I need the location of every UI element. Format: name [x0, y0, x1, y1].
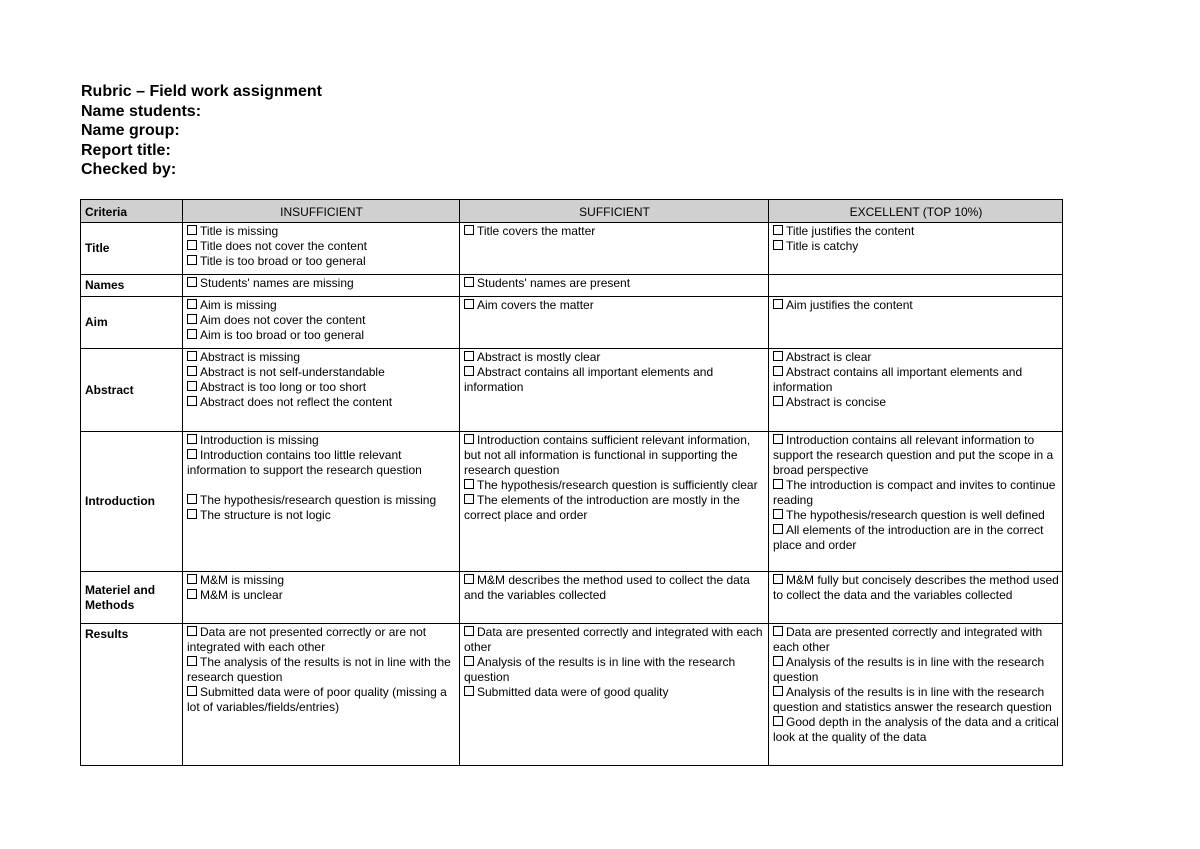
excellent-cell: [769, 297, 1063, 349]
checkbox-icon[interactable]: [773, 626, 783, 636]
rubric-item: [464, 365, 765, 395]
checkbox-icon[interactable]: [773, 509, 783, 519]
insufficient-cell: [183, 624, 460, 766]
checkbox-icon[interactable]: [187, 381, 197, 391]
excellent-cell: [769, 275, 1063, 297]
rubric-item: [464, 573, 765, 603]
checkbox-icon[interactable]: [773, 225, 783, 235]
checkbox-icon[interactable]: [464, 479, 474, 489]
checkbox-icon[interactable]: [187, 225, 197, 235]
rubric-item: [464, 298, 765, 313]
checkbox-icon[interactable]: [773, 299, 783, 309]
rubric-item-text: Introduction contains too little relevant information to support the research question: [187, 448, 422, 477]
rubric-item-text: Aim does not cover the content: [200, 313, 366, 327]
rubric-item-text: All elements of the introduction are in the correct place and order: [773, 523, 1044, 552]
insufficient-cell: [183, 432, 460, 572]
rubric-item: [773, 523, 1059, 553]
checked-by-label: Checked by:: [81, 161, 177, 179]
rubric-item-text: Data are presented correctly and integrated with each other: [773, 625, 1043, 654]
rubric-item-text: Title is missing: [200, 224, 279, 238]
rubric-item: [773, 508, 1059, 523]
rubric-item: [187, 380, 456, 395]
rubric-item-text: The hypothesis/research question is missing: [200, 493, 437, 507]
rubric-item-text: Students' names are present: [477, 276, 631, 290]
rubric-item: [773, 478, 1059, 508]
rubric-item: [187, 254, 456, 269]
rubric-item: [187, 313, 456, 328]
rubric-item: [773, 365, 1059, 395]
criterion-cell: Results: [81, 624, 183, 766]
checkbox-icon[interactable]: [187, 255, 197, 265]
rubric-item: [773, 224, 1059, 239]
checkbox-icon[interactable]: [187, 449, 197, 459]
document-title: Rubric – Field work assignment: [81, 83, 322, 100]
table-row: [81, 432, 1063, 572]
rubric-item-text: Analysis of the results is in line with the research question and statistics answer the research question: [773, 685, 1052, 714]
checkbox-icon[interactable]: [187, 509, 197, 519]
criterion-cell: Names: [81, 275, 183, 297]
checkbox-icon[interactable]: [187, 589, 197, 599]
rubric-item-text: Abstract contains all important elements and information: [464, 365, 714, 394]
rubric-item-text: Analysis of the results is in line with the research question: [464, 655, 736, 684]
name-group-label: Name group:: [81, 122, 180, 140]
sufficient-cell: [460, 432, 769, 572]
sufficient-cell: [460, 223, 769, 275]
rubric-item-text: Title is catchy: [786, 239, 859, 253]
criterion-cell: Abstract: [81, 349, 183, 432]
checkbox-icon[interactable]: [187, 574, 197, 584]
checkbox-icon[interactable]: [773, 574, 783, 584]
checkbox-icon[interactable]: [187, 314, 197, 324]
rubric-item: [187, 239, 456, 254]
checkbox-icon[interactable]: [464, 656, 474, 666]
rubric-item-text: Introduction contains sufficient relevant information, but not all information is functional in supporting the research question: [464, 433, 751, 477]
rubric-item-text: Aim covers the matter: [477, 298, 594, 312]
rubric-item-text: Abstract is not self-understandable: [200, 365, 385, 379]
rubric-table: [80, 199, 1063, 766]
rubric-item: [187, 493, 456, 508]
rubric-item: [187, 625, 456, 655]
rubric-item-text: Submitted data were of good quality: [477, 685, 669, 699]
column-header-insufficient: INSUFFICIENT: [183, 200, 460, 223]
excellent-cell: [769, 349, 1063, 432]
checkbox-icon[interactable]: [187, 494, 197, 504]
rubric-item: [773, 395, 1059, 410]
checkbox-icon[interactable]: [187, 366, 197, 376]
insufficient-cell: [183, 349, 460, 432]
checkbox-icon[interactable]: [187, 277, 197, 287]
rubric-item: [773, 625, 1059, 655]
rubric-header-row: [81, 200, 1063, 223]
checkbox-icon[interactable]: [773, 434, 783, 444]
rubric-item-text: Aim is missing: [200, 298, 277, 312]
checkbox-icon[interactable]: [187, 686, 197, 696]
rubric-item-text: Data are presented correctly and integrated with each other: [464, 625, 763, 654]
report-title-label: Report title:: [81, 141, 171, 159]
rubric-item: [773, 239, 1059, 254]
rubric-item: [187, 395, 456, 410]
rubric-item-text: The introduction is compact and invites to continue reading: [773, 478, 1056, 507]
rubric-item: [464, 478, 765, 493]
rubric-item: [187, 588, 456, 603]
column-header-excellent: EXCELLENT (TOP 10%): [769, 200, 1063, 223]
rubric-item-text: Good depth in the analysis of the data and a critical look at the quality of the data: [773, 715, 1059, 744]
insufficient-cell: [183, 275, 460, 297]
rubric-item: [773, 573, 1059, 603]
checkbox-icon[interactable]: [773, 351, 783, 361]
table-row: [81, 572, 1063, 624]
rubric-item: [187, 350, 456, 365]
sufficient-cell: [460, 572, 769, 624]
rubric-item: [773, 655, 1059, 685]
document-header: [81, 82, 322, 180]
rubric-item: [773, 298, 1059, 313]
excellent-cell: [769, 223, 1063, 275]
rubric-item-text: The hypothesis/research question is well defined: [786, 508, 1045, 522]
criterion-cell: Aim: [81, 297, 183, 349]
rubric-item-text: Abstract is mostly clear: [477, 350, 601, 364]
checkbox-icon[interactable]: [773, 396, 783, 406]
checkbox-icon[interactable]: [464, 494, 474, 504]
rubric-item: [187, 433, 456, 448]
table-row: [81, 624, 1063, 766]
rubric-item-text: The hypothesis/research question is sufficiently clear: [477, 478, 758, 492]
insufficient-cell: [183, 223, 460, 275]
rubric-item-text: M&M describes the method used to collect the data and the variables collected: [464, 573, 750, 602]
rubric-item: [464, 655, 765, 685]
rubric-item-text: Abstract contains all important elements and information: [773, 365, 1023, 394]
rubric-item: [187, 573, 456, 588]
rubric-item: [464, 493, 765, 523]
rubric-item-text: Abstract is clear: [786, 350, 872, 364]
checkbox-icon[interactable]: [187, 329, 197, 339]
checkbox-icon[interactable]: [187, 434, 197, 444]
rubric-item-text: Students' names are missing: [200, 276, 354, 290]
rubric-item-text: Introduction is missing: [200, 433, 319, 447]
criterion-cell: Title: [81, 223, 183, 275]
rubric-item: [464, 433, 765, 478]
rubric-item: [187, 276, 456, 291]
checkbox-icon[interactable]: [187, 656, 197, 666]
rubric-item-text: The structure is not logic: [200, 508, 331, 522]
rubric-item: [464, 685, 765, 700]
checkbox-icon[interactable]: [187, 240, 197, 250]
table-row: [81, 275, 1063, 297]
rubric-item-text: M&M is missing: [200, 573, 285, 587]
rubric-item-text: Introduction contains all relevant information to support the research question and put the scope in a broad perspective: [773, 433, 1054, 477]
rubric-item-text: Abstract is missing: [200, 350, 301, 364]
rubric-item: [187, 298, 456, 313]
rubric-item: [773, 433, 1059, 478]
rubric-item-text: The elements of the introduction are mostly in the correct place and order: [464, 493, 740, 522]
checkbox-icon[interactable]: [187, 396, 197, 406]
rubric-item: [464, 224, 765, 239]
column-header-sufficient: SUFFICIENT: [460, 200, 769, 223]
sufficient-cell: [460, 275, 769, 297]
checkbox-icon[interactable]: [773, 479, 783, 489]
name-students-label: Name students:: [81, 102, 202, 120]
checkbox-icon[interactable]: [773, 656, 783, 666]
rubric-item-text: M&M is unclear: [200, 588, 283, 602]
rubric-item: [187, 365, 456, 380]
table-row: [81, 223, 1063, 275]
rubric-item-text: Abstract is concise: [786, 395, 887, 409]
rubric-item-text: Abstract is too long or too short: [200, 380, 367, 394]
checkbox-icon[interactable]: [773, 240, 783, 250]
checkbox-icon[interactable]: [187, 299, 197, 309]
rubric-item: [773, 685, 1059, 715]
rubric-item-text: Data are not presented correctly or are not integrated with each other: [187, 625, 427, 654]
sufficient-cell: [460, 624, 769, 766]
rubric-item: [187, 685, 456, 715]
checkbox-icon[interactable]: [464, 574, 474, 584]
checkbox-icon[interactable]: [464, 277, 474, 287]
insufficient-cell: [183, 297, 460, 349]
checkbox-icon[interactable]: [464, 366, 474, 376]
rubric-item: [187, 655, 456, 685]
rubric-item: [464, 625, 765, 655]
checkbox-icon[interactable]: [773, 686, 783, 696]
checkbox-icon[interactable]: [464, 626, 474, 636]
rubric-item-text: Aim justifies the content: [786, 298, 913, 312]
column-header-criteria: Criteria: [81, 200, 183, 223]
criterion-cell: Materiel and Methods: [81, 572, 183, 624]
excellent-cell: [769, 432, 1063, 572]
rubric-item: [187, 508, 456, 523]
rubric-item-text: Submitted data were of poor quality (missing a lot of variables/fields/entries): [187, 685, 447, 714]
checkbox-icon[interactable]: [773, 366, 783, 376]
checkbox-icon[interactable]: [464, 299, 474, 309]
rubric-item-text: Aim is too broad or too general: [200, 328, 365, 342]
checkbox-icon[interactable]: [187, 351, 197, 361]
rubric-item-text: Title justifies the content: [786, 224, 915, 238]
rubric-item-text: Title does not cover the content: [200, 239, 367, 253]
checkbox-icon[interactable]: [464, 351, 474, 361]
insufficient-cell: [183, 572, 460, 624]
rubric-item-text: Abstract does not reflect the content: [200, 395, 393, 409]
rubric-item: [464, 276, 765, 291]
table-row: [81, 349, 1063, 432]
rubric-body: [81, 223, 1063, 766]
criterion-cell: Introduction: [81, 432, 183, 572]
excellent-cell: [769, 572, 1063, 624]
rubric-item: [187, 328, 456, 343]
rubric-item-text: Analysis of the results is in line with the research question: [773, 655, 1045, 684]
rubric-item: [187, 224, 456, 239]
sufficient-cell: [460, 349, 769, 432]
checkbox-icon[interactable]: [464, 225, 474, 235]
checkbox-icon[interactable]: [773, 716, 783, 726]
checkbox-icon[interactable]: [464, 686, 474, 696]
table-row: [81, 297, 1063, 349]
excellent-cell: [769, 624, 1063, 766]
rubric-item: [464, 350, 765, 365]
sufficient-cell: [460, 297, 769, 349]
checkbox-icon[interactable]: [464, 434, 474, 444]
rubric-item-text: M&M fully but concisely describes the method used to collect the data and the variables collected: [773, 573, 1059, 602]
rubric-item-text: Title is too broad or too general: [200, 254, 366, 268]
checkbox-icon[interactable]: [187, 626, 197, 636]
rubric-item: [187, 448, 456, 478]
rubric-item: [773, 350, 1059, 365]
rubric-item: [773, 715, 1059, 745]
rubric-item-text: Title covers the matter: [477, 224, 596, 238]
checkbox-icon[interactable]: [773, 524, 783, 534]
rubric-item-text: The analysis of the results is not in line with the research question: [187, 655, 451, 684]
